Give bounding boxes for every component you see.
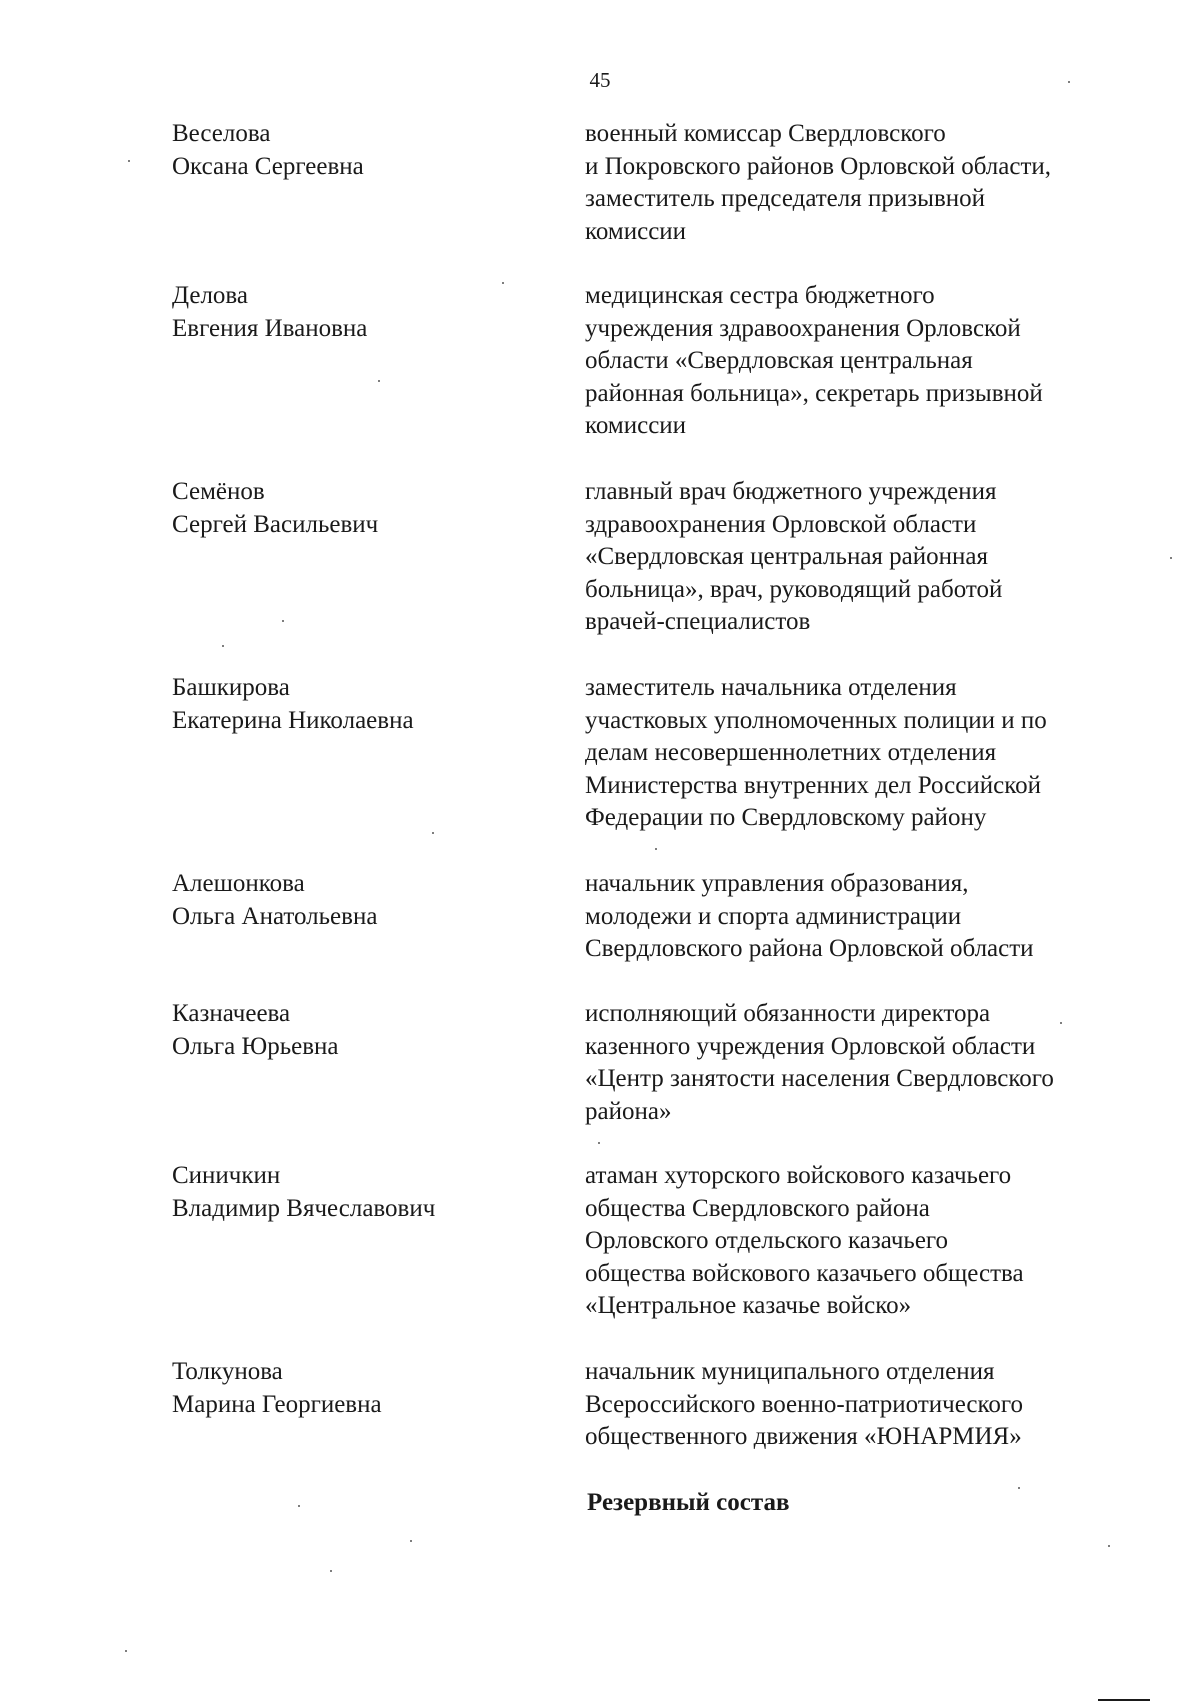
member-position — [585, 1160, 1130, 1323]
position-line: районная больница», секретарь призывной — [585, 379, 1043, 407]
position-line: «Свердловская центральная районная — [585, 543, 988, 571]
member-given-names: Сергей Васильевич — [172, 510, 379, 538]
scan-speck — [125, 1650, 127, 1652]
position-line: и Покровского районов Орловской области, — [585, 152, 1052, 180]
member-given-names: Ольга Анатольевна — [172, 902, 378, 930]
scan-speck — [1170, 557, 1172, 559]
member-given-names: Оксана Сергеевна — [172, 152, 364, 180]
member-name — [172, 476, 572, 541]
member-name — [172, 672, 572, 737]
position-line: комиссии — [585, 217, 687, 245]
position-line: Орловского отдельского казачьего — [585, 1227, 949, 1255]
position-line: области «Свердловская центральная — [585, 347, 973, 375]
reserve-section-heading: Резервный состав — [587, 1489, 790, 1516]
position-line: врачей-специалистов — [585, 608, 811, 636]
member-given-names: Марина Георгиевна — [172, 1390, 382, 1418]
position-line: общественного движения «ЮНАРМИЯ» — [585, 1423, 1022, 1451]
scan-speck — [432, 832, 434, 834]
position-line: участковых уполномоченных полиции и по — [585, 706, 1047, 734]
member-given-names: Евгения Ивановна — [172, 314, 368, 342]
member-surname: Делова — [172, 282, 249, 309]
scan-speck — [222, 645, 224, 647]
member-surname: Казначеева — [172, 1000, 291, 1027]
position-line: заместитель начальника отделения — [585, 674, 957, 701]
position-line: района» — [585, 1097, 672, 1125]
position-line: начальник управления образования, — [585, 870, 969, 897]
member-given-names: Владимир Вячеславович — [172, 1194, 436, 1222]
member-surname: Веселова — [172, 120, 271, 147]
member-surname: Башкирова — [172, 674, 290, 701]
scan-speck — [1068, 81, 1070, 83]
member-name — [172, 998, 572, 1063]
scan-speck — [598, 1142, 600, 1144]
position-line: медицинская сестра бюджетного — [585, 282, 935, 309]
member-position — [585, 1356, 1130, 1454]
position-line: атаман хуторского войскового казачьего — [585, 1162, 1012, 1189]
member-name — [172, 118, 572, 183]
scan-speck — [410, 1540, 412, 1542]
member-position — [585, 476, 1130, 639]
position-line: военный комиссар Свердловского — [585, 120, 946, 147]
scan-speck — [378, 380, 380, 382]
position-line: исполняющий обязанности директора — [585, 1000, 991, 1027]
scan-speck — [1018, 1487, 1020, 1489]
position-line: Федерации по Свердловскому району — [585, 804, 987, 832]
member-surname: Толкунова — [172, 1358, 283, 1385]
position-line: «Центр занятости населения Свердловского — [585, 1065, 1054, 1093]
bottom-edge-rule — [1098, 1699, 1150, 1701]
scan-speck — [298, 1505, 300, 1507]
position-line: здравоохранения Орловской области — [585, 510, 977, 538]
member-surname: Алешонкова — [172, 870, 305, 897]
position-line: главный врач бюджетного учреждения — [585, 478, 997, 505]
member-name — [172, 1356, 572, 1421]
member-given-names: Ольга Юрьевна — [172, 1032, 339, 1060]
member-position — [585, 280, 1130, 443]
member-surname: Синичкин — [172, 1162, 281, 1189]
member-position — [585, 672, 1130, 835]
position-line: делам несовершеннолетних отделения — [585, 739, 997, 767]
position-line: больница», врач, руководящий работой — [585, 575, 1003, 603]
position-line: молодежи и спорта администрации — [585, 902, 962, 930]
member-name — [172, 1160, 572, 1225]
position-line: Свердловского района Орловской области — [585, 935, 1034, 963]
position-line: учреждения здравоохранения Орловской — [585, 314, 1021, 342]
scan-speck — [1060, 1022, 1062, 1024]
position-line: комиссии — [585, 412, 687, 440]
member-surname: Семёнов — [172, 478, 265, 505]
scan-speck — [282, 620, 284, 622]
scan-speck — [502, 282, 504, 284]
scan-speck — [655, 848, 657, 850]
scan-speck — [1108, 1545, 1110, 1547]
member-given-names: Екатерина Николаевна — [172, 706, 414, 734]
member-position — [585, 868, 1130, 966]
member-position — [585, 118, 1130, 248]
scan-speck — [330, 1570, 332, 1572]
position-line: Министерства внутренних дел Российской — [585, 771, 1041, 799]
position-line: начальник муниципального отделения — [585, 1358, 995, 1385]
position-line: «Центральное казачье войско» — [585, 1292, 912, 1320]
position-line: заместитель председателя призывной — [585, 185, 985, 213]
member-name — [172, 868, 572, 933]
page-number: 45 — [589, 68, 611, 92]
member-position — [585, 998, 1130, 1128]
member-name — [172, 280, 572, 345]
scan-speck — [128, 160, 130, 162]
position-line: Всероссийского военно-патриотического — [585, 1390, 1024, 1418]
position-line: общества Свердловского района — [585, 1194, 930, 1222]
position-line: общества войскового казачьего общества — [585, 1259, 1024, 1287]
position-line: казенного учреждения Орловской области — [585, 1032, 1036, 1060]
